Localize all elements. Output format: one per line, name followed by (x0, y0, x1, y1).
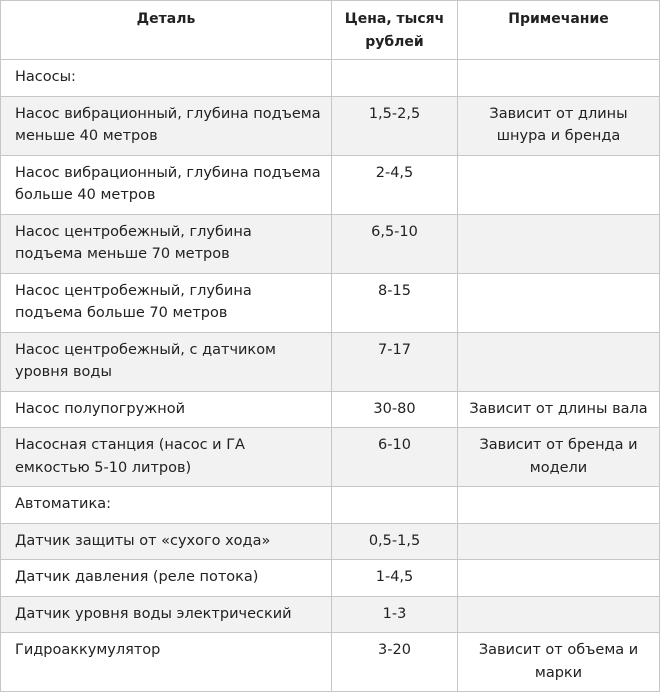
cell-note (458, 155, 660, 214)
table-row (1, 633, 660, 692)
cell-detail: Насосная станция (насос и ГА емкостью 5-10 литров) (1, 428, 332, 487)
table-row (1, 155, 660, 214)
table-row (1, 332, 660, 391)
cell-detail: Насос вибрационный, глубина подъема меньше 40 метров (1, 96, 332, 155)
header-price: Цена, тысяч рублей (332, 1, 458, 60)
table-row (1, 596, 660, 633)
table-header-row (1, 1, 660, 60)
cell-price: 30-80 (332, 391, 458, 428)
cell-note (458, 214, 660, 273)
table-row (1, 487, 660, 524)
cell-price: 1-3 (332, 596, 458, 633)
cell-note (458, 60, 660, 97)
cell-price: 1,5-2,5 (332, 96, 458, 155)
cell-price: 0,5-1,5 (332, 523, 458, 560)
table-row (1, 560, 660, 597)
table-row (1, 523, 660, 560)
table-row (1, 60, 660, 97)
cell-note (458, 560, 660, 597)
table-row (1, 214, 660, 273)
header-detail: Деталь (1, 1, 332, 60)
cell-price: 2-4,5 (332, 155, 458, 214)
cell-note (458, 273, 660, 332)
cell-note: Зависит от бренда и модели (458, 428, 660, 487)
table-row (1, 428, 660, 487)
cell-price (332, 487, 458, 524)
cell-detail: Насос центробежный, с датчиком уровня воды (1, 332, 332, 391)
table-row (1, 96, 660, 155)
table-row (1, 391, 660, 428)
cell-price: 3-20 (332, 633, 458, 692)
cell-detail: Датчик давления (реле потока) (1, 560, 332, 597)
cell-detail: Насос центробежный, глубина подъема меньше 70 метров (1, 214, 332, 273)
cell-detail: Насос вибрационный, глубина подъема больше 40 метров (1, 155, 332, 214)
cell-price: 6,5-10 (332, 214, 458, 273)
cell-detail: Насос центробежный, глубина подъема больше 70 метров (1, 273, 332, 332)
cell-note: Зависит от длины вала (458, 391, 660, 428)
cell-detail: Датчик уровня воды электрический (1, 596, 332, 633)
cell-detail: Гидроаккумулятор (1, 633, 332, 692)
cell-price: 7-17 (332, 332, 458, 391)
cell-note (458, 596, 660, 633)
header-note: Примечание (458, 1, 660, 60)
cell-note (458, 523, 660, 560)
cell-price: 6-10 (332, 428, 458, 487)
cell-detail: Автоматика: (1, 487, 332, 524)
cell-note (458, 487, 660, 524)
cell-note: Зависит от объема и марки (458, 633, 660, 692)
cell-detail: Насос полупогружной (1, 391, 332, 428)
cell-price: 1-4,5 (332, 560, 458, 597)
cell-note (458, 332, 660, 391)
table-row (1, 273, 660, 332)
cell-detail: Датчик защиты от «сухого хода» (1, 523, 332, 560)
cell-detail: Насосы: (1, 60, 332, 97)
cell-note: Зависит от длины шнура и бренда (458, 96, 660, 155)
cell-price (332, 60, 458, 97)
cell-price: 8-15 (332, 273, 458, 332)
